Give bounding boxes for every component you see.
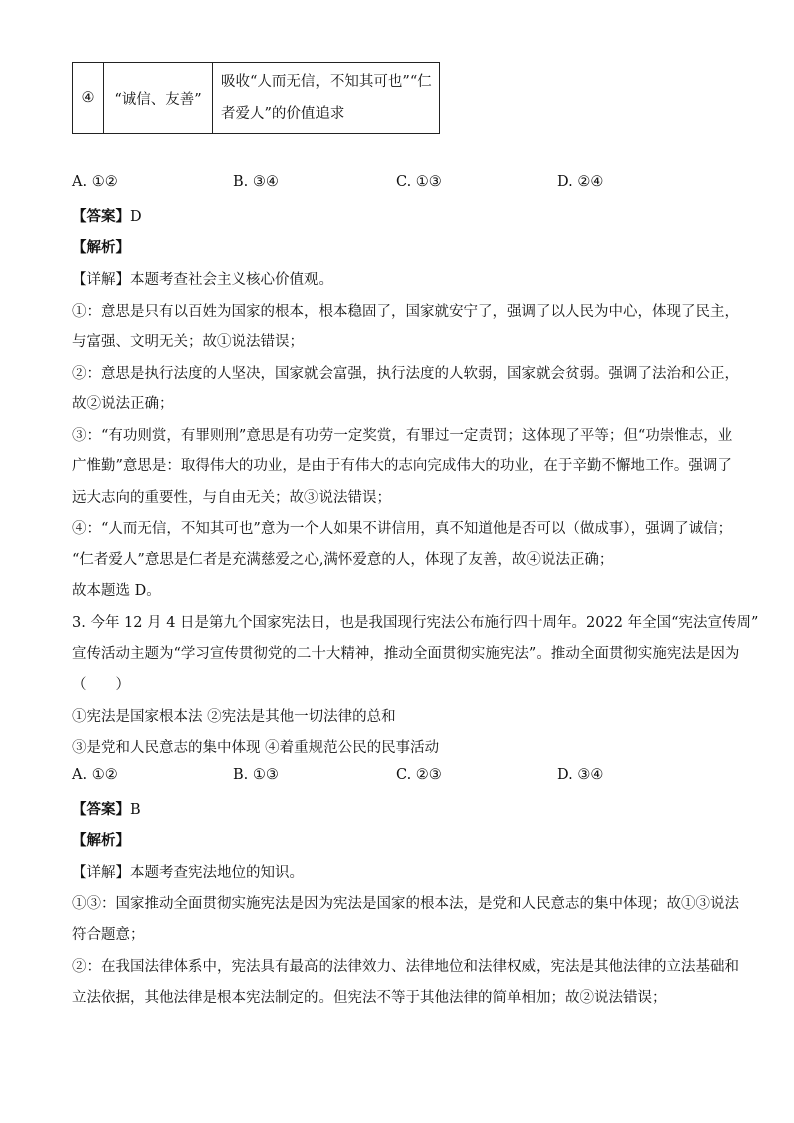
- row-value: “诚信、友善”: [104, 63, 213, 134]
- q2-analysis-line: “仁者爱人”意思是仁者是充满慈爱之心,满怀爱意的人，体现了友善，故④说法正确；: [72, 552, 614, 568]
- q2-analysis-line: 广惟勤”意思是：取得伟大的功业，是由于有伟大的志向完成伟大的功业，在于辛勤不懈地工作。强调了: [72, 458, 732, 474]
- q3-stem-line: 3. 今年 12 月 4 日是第九个国家宪法日，也是我国现行宪法公布施行四十周年。2022 年全国“宪法宣传周”: [72, 615, 759, 631]
- q2-option-a: A. ①②: [72, 174, 118, 190]
- q2-analysis-line: 故本题选 D。: [72, 583, 161, 599]
- q3-analysis-line: 符合题意；: [72, 927, 145, 943]
- q2-option-c: C. ①③: [396, 174, 442, 190]
- answer-label: 【答案】: [72, 209, 130, 225]
- q3-stem-line: （ ）: [72, 677, 130, 693]
- q2-analysis-line: 远大志向的重要性，与自由无关；故③说法错误；: [72, 490, 391, 506]
- q3-analysis-line: ①③：国家推动全面贯彻实施宪法是因为宪法是国家的根本法，是党和人民意志的集中体现；故①③说法: [72, 896, 739, 912]
- q2-analysis-line: ④：“人而无信，不知其可也”意为一个人如果不讲信用，真不知道他是否可以（做成事），强调了诚信；: [72, 521, 733, 537]
- answer-label: 【答案】: [72, 802, 130, 818]
- q2-option-d: D. ②④: [557, 174, 604, 190]
- q2-analysis-label: 【解析】: [72, 240, 130, 256]
- table-row: [73, 63, 440, 134]
- q3-option-d: D. ③④: [557, 767, 604, 783]
- q2-analysis-line: 故②说法正确；: [72, 396, 174, 412]
- q3-stem-line: ③是党和人民意志的集中体现 ④着重规范公民的民事活动: [72, 740, 440, 756]
- q2-option-b: B. ③④: [233, 174, 279, 190]
- q3-analysis-line: ②：在我国法律体系中，宪法具有最高的法律效力、法律地位和法律权威，宪法是其他法律的立法基础和: [72, 959, 739, 975]
- q2-analysis-line: ②：意思是执行法度的人坚决，国家就会富强，执行法度的人软弱，国家就会贫弱。强调了法治和公正，: [72, 366, 739, 382]
- q3-analysis-label: 【解析】: [72, 833, 130, 849]
- q3-option-a: A. ①②: [72, 767, 118, 783]
- q3-analysis-line: 【详解】本题考查宪法地位的知识。: [72, 865, 304, 881]
- answer-value: B: [130, 802, 141, 818]
- q3-stem-line: 宣传活动主题为“学习宣传贯彻党的二十大精神，推动全面贯彻实施宪法”。推动全面贯彻实施宪法是因为: [72, 646, 740, 662]
- q2-analysis-line: 与富强、文明无关；故①说法错误；: [72, 334, 304, 350]
- row-description-line: 吸收“人而无信，不知其可也”“仁: [221, 74, 432, 90]
- answer-value: D: [130, 209, 142, 225]
- row-description: [213, 63, 440, 134]
- q3-option-c: C. ②③: [396, 767, 442, 783]
- q2-analysis-line: ①：意思是只有以百姓为国家的根本，根本稳固了，国家就安宁了，强调了以人民为中心，体现了民主，: [72, 304, 739, 320]
- values-table: [72, 62, 440, 134]
- q3-option-b: B. ①③: [233, 767, 279, 783]
- q3-stem-line: ①宪法是国家根本法 ②宪法是其他一切法律的总和: [72, 709, 396, 725]
- q2-analysis-line: ③：“有功则赏，有罪则刑”意思是有功劳一定奖赏，有罪过一定责罚；这体现了平等；但“功崇惟志，业: [72, 428, 733, 444]
- q3-answer: [72, 798, 141, 819]
- row-number: ④: [73, 63, 104, 134]
- q2-answer: [72, 205, 142, 226]
- q2-analysis-line: 【详解】本题考查社会主义核心价值观。: [72, 272, 333, 288]
- row-description-line: 者爱人”的价值追求: [221, 106, 345, 122]
- q3-analysis-line: 立法依据，其他法律是根本宪法制定的。但宪法不等于其他法律的简单相加；故②说法错误；: [72, 990, 667, 1006]
